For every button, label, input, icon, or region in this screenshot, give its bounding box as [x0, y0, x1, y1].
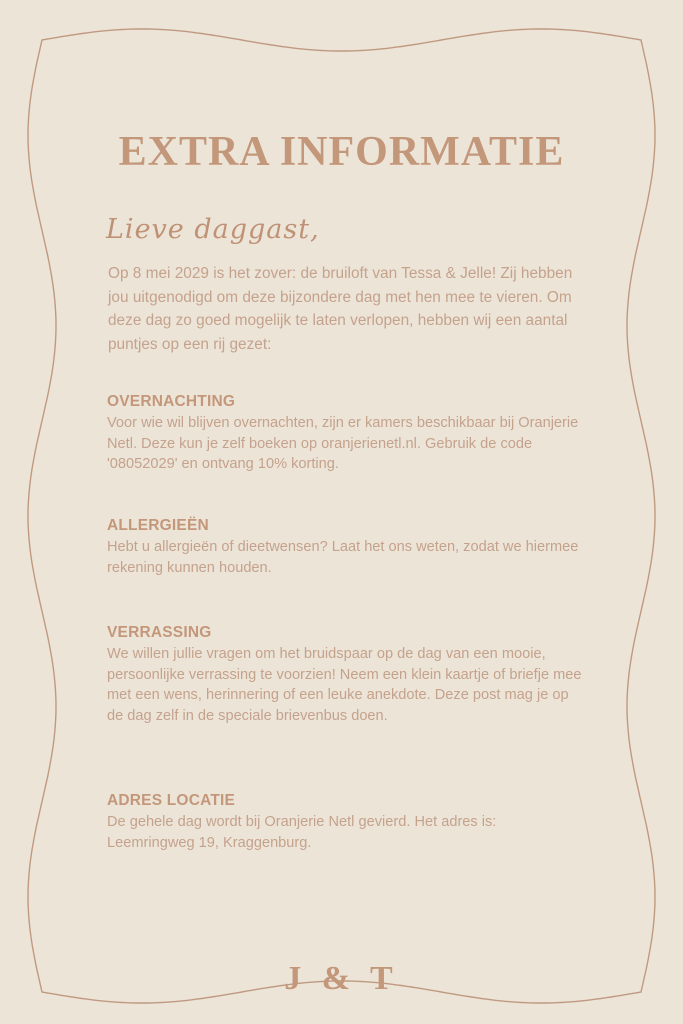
greeting-script: Lieve daggast, — [106, 214, 320, 245]
section-heading: OVERNACHTING — [107, 393, 236, 410]
page-title: EXTRA INFORMATIE — [118, 129, 565, 175]
section-body: We willen jullie vragen om het bruidspaar op de dag van een mooie, persoonlijke verrassing te voorzien! Neem een klein kaartje of briefje mee met een wens, herinnering of een leuke anekdote. Deze post mag je op de dag zelf in de speciale brievenbus doen. — [107, 646, 582, 724]
monogram: J & T — [284, 960, 399, 997]
section-heading: ALLERGIEËN — [107, 517, 209, 534]
section-verrassing — [107, 624, 587, 726]
section-heading: ADRES LOCATIE — [107, 792, 236, 809]
section-adres-locatie — [107, 792, 587, 853]
section-heading: VERRASSING — [107, 624, 212, 641]
intro-paragraph: Op 8 mei 2029 is het zover: de bruiloft van Tessa & Jelle! Zij hebben jou uitgenodigd om deze bijzondere dag met hen mee te vieren. Om deze dag zo goed mogelijk te laten verlopen, hebben wij een aantal puntjes op een rij gezet: — [108, 265, 573, 353]
section-overnachting — [107, 393, 587, 475]
section-body: Hebt u allergieën of dieetwensen? Laat het ons weten, zodat we hiermee rekening kunnen houden. — [107, 539, 579, 576]
section-allergieen — [107, 517, 587, 578]
section-body: De gehele dag wordt bij Oranjerie Netl gevierd. Het adres is: Leemringweg 19, Kraggenburg. — [107, 814, 497, 851]
section-body: Voor wie wil blijven overnachten, zijn er kamers beschikbaar bij Oranjerie Netl. Deze kun je zelf boeken op oranjerienetl.nl. Gebruik de code '08052029' en ontvang 10% korting. — [107, 415, 579, 472]
